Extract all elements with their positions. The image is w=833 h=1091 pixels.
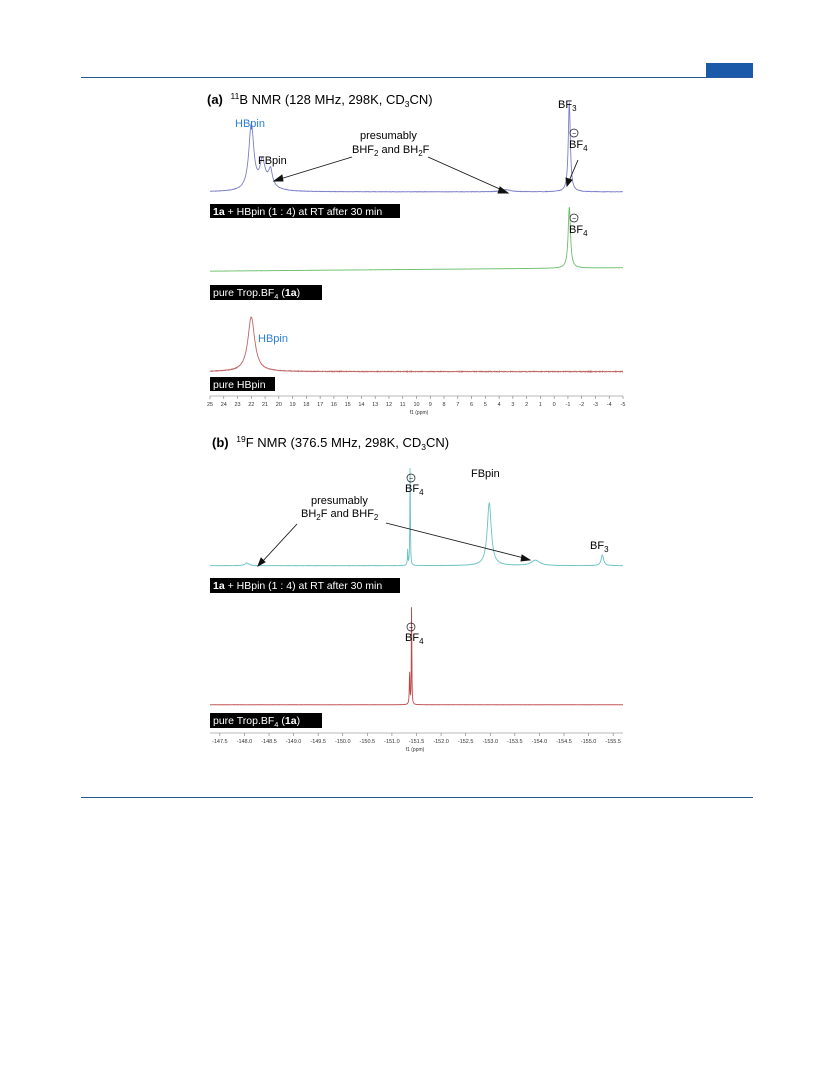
minus-sign-b1: − <box>408 625 414 632</box>
axis-tick-label: 8 <box>442 402 446 408</box>
axis-tick-label: 2 <box>525 402 529 408</box>
axis-tick-label: -1 <box>565 402 571 408</box>
axis-tick-label: -155.5 <box>605 739 621 745</box>
axis-tick-label: 24 <box>220 402 227 408</box>
axis-b-label: f1 (ppm) <box>405 747 425 753</box>
panel-b-title: (b) $^{19}$F NMR (376.5 MHz, 298K, $CD_3CN$) <box>212 434 450 452</box>
axis-a-label: f1 (ppm) <box>409 410 429 416</box>
label-bf4-a0: $BF_4$ <box>569 139 588 153</box>
label-bf4-b0: $BF_4$ <box>405 483 424 497</box>
legend-a1: pure $Trop.BF_4$ (1a) <box>213 287 301 301</box>
arrow-b-left <box>262 524 297 562</box>
axis-tick-label: -148.0 <box>236 739 253 745</box>
axis-tick-label: -155.0 <box>580 739 597 745</box>
legend-a0: 1a + HBpin (1 : 4) at RT after 30 min <box>213 206 383 218</box>
axis-tick-label: 22 <box>248 402 255 408</box>
minus-sign-a0: − <box>571 131 577 138</box>
axis-tick-label: -153.5 <box>507 739 523 745</box>
axis-tick-label: 12 <box>385 402 393 408</box>
axis-tick-label: -3 <box>593 402 598 408</box>
axis-tick-label: 1 <box>538 402 542 408</box>
label-hbpin-a0: HBpin <box>235 118 265 130</box>
label-bf3-a: $BF_3$ <box>558 99 577 113</box>
axis-tick-label: -149.0 <box>285 739 302 745</box>
label-bf4-a1: $BF_4$ <box>569 224 588 238</box>
legend-a2: pure HBpin <box>213 379 266 391</box>
axis-tick-label: -151.0 <box>384 739 400 745</box>
arrows-a <box>274 157 578 193</box>
axis-tick-label: 15 <box>344 402 351 408</box>
axis-tick-label: -5 <box>620 402 626 408</box>
axis-tick-label: -150.5 <box>359 739 376 745</box>
axis-tick-label: -149.5 <box>310 739 326 745</box>
axis-tick-label: 6 <box>470 402 474 408</box>
arrowhead-b-left <box>258 558 265 566</box>
arrows-b <box>258 523 530 566</box>
axis-tick-label: 18 <box>303 402 310 408</box>
axis-tick-label: -152.5 <box>457 739 474 745</box>
arrowhead-a-bf4 <box>566 178 572 186</box>
arrow-a-fbpin <box>280 157 352 179</box>
axis-tick-label: 5 <box>483 402 487 408</box>
label-fbpin-a0: FBpin <box>258 155 287 167</box>
label-bhf2-bh2f-a: $BHF_2$ and $BH_2F$ <box>352 144 430 158</box>
axis-tick-label: 21 <box>262 402 269 408</box>
axis-tick-label: 19 <box>289 402 296 408</box>
axis-tick-label: 16 <box>330 402 337 408</box>
label-bh2f-bhf2-b: $BH_2F$ and $BHF_2$ <box>301 508 379 522</box>
label-hbpin-a2: HBpin <box>258 333 288 345</box>
axis-tick-label: -151.5 <box>408 739 425 745</box>
axis-a-ticks <box>207 396 626 408</box>
label-presumably-b: presumably <box>311 495 368 507</box>
axis-tick-label: 23 <box>234 402 241 408</box>
axis-tick-label: -154.5 <box>556 739 572 745</box>
axis-tick-label: 17 <box>317 402 324 408</box>
axis-tick-label: 25 <box>206 402 214 408</box>
label-bf4-b1: $BF_4$ <box>405 632 424 646</box>
axis-tick-label: -154.0 <box>531 739 548 745</box>
axis-tick-label: 9 <box>428 402 432 408</box>
axis-tick-label: -150.0 <box>334 739 351 745</box>
panel-a <box>207 91 626 416</box>
spectrum-line-b-trop <box>210 607 623 705</box>
arrowhead-b-right <box>521 555 530 561</box>
arrow-a-bhf <box>428 157 502 190</box>
axis-tick-label: 7 <box>456 402 460 408</box>
panel-b <box>210 434 623 753</box>
axis-tick-label: 3 <box>511 402 515 408</box>
axis-tick-label: 0 <box>552 402 556 408</box>
axis-tick-label: 4 <box>497 402 501 408</box>
axis-tick-label: 20 <box>275 402 282 408</box>
arrow-a-bf4 <box>569 160 578 181</box>
axis-tick-label: -152.0 <box>433 739 449 745</box>
axis-tick-label: -148.5 <box>261 739 277 745</box>
axis-tick-label: 10 <box>413 402 420 408</box>
axis-tick-label: 11 <box>399 402 406 408</box>
label-fbpin-b: FBpin <box>471 468 500 480</box>
label-presumably-a: presumably <box>360 130 417 142</box>
legend-b1: pure $Trop.BF_4$ (1a) <box>213 715 301 729</box>
axis-tick-label: 14 <box>358 402 365 408</box>
axis-tick-label: 13 <box>372 402 379 408</box>
minus-sign-a1: − <box>571 216 577 223</box>
axis-tick-label: -4 <box>606 402 612 408</box>
axis-tick-label: -147.5 <box>212 739 228 745</box>
axis-tick-label: -153.0 <box>482 739 499 745</box>
axis-b-ticks <box>212 733 621 745</box>
arrowhead-a-fbpin <box>274 175 283 181</box>
arrow-b-right <box>386 523 524 558</box>
label-bf3-b: $BF_3$ <box>590 540 609 554</box>
axis-tick-label: -2 <box>579 402 585 408</box>
legend-b0: 1a + HBpin (1 : 4) at RT after 30 min <box>213 580 383 592</box>
panel-a-title: (a) $^{11}$B NMR (128 MHz, 298K, $CD_3CN$) <box>207 91 433 109</box>
minus-sign-b0: − <box>408 476 414 483</box>
